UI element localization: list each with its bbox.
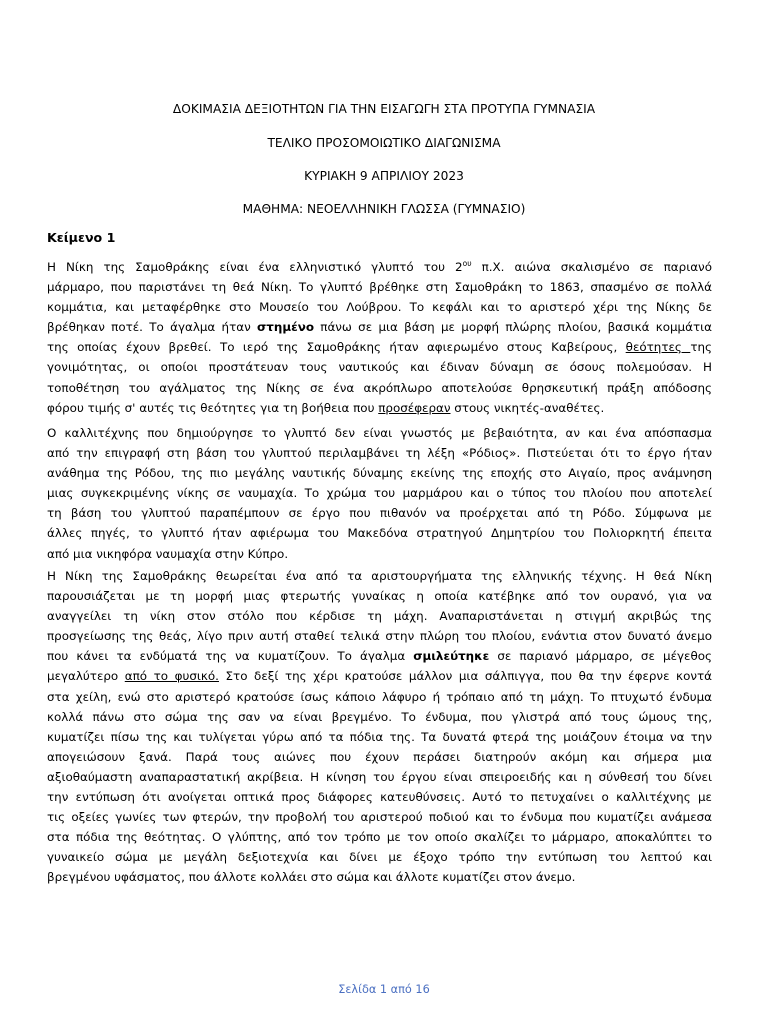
- paragraph-1: [47, 257, 712, 418]
- paragraph-line: απογειώσουν ξανά. Παρά τους αιώνες που έχουν περάσει διατηρούν ακόμη και σήμερα μια: [47, 749, 712, 764]
- text-run: Η Νίκη της Σαμοθράκης είναι ένα ελληνιστικό γλυπτό του 2: [47, 260, 463, 274]
- paragraph-line: αξιοθαύμαστη αναπαραστατική ακρίβεια. Η κίνηση του έργου είναι σπειροειδής και η σύνθεσή του δίνει: [47, 769, 712, 784]
- header-exam-title: ΔΟΚΙΜΑΣΙΑ ΔΕΞΙΟΤΗΤΩΝ ΓΙΑ ΤΗΝ ΕΙΣΑΓΩΓΗ ΣΤΑ ΠΡΟΤΥΠΑ ΓΥΜΝΑΣΙΑ: [172, 102, 596, 116]
- header-subject: ΜΑΘΗΜΑ: ΝΕΟΕΛΛΗΝΙΚΗ ΓΛΩΣΣΑ (ΓΥΜΝΑΣΙΟ): [242, 202, 526, 216]
- paragraph-line: παρουσιάζεται με τη μορφή μιας φτερωτής γυναίκας η οποία κατέβηκε από τον ουρανό, για να: [47, 589, 712, 604]
- text-run: πάνω σε μια βάση με μορφή πλώρης πλοίου, βασικά κομμάτια: [313, 320, 712, 335]
- paragraph-line: μιας συγκεκριμένης νίκης σε ναυμαχία. Το χρώμα του μαρμάρου και ο τύπος του πλοίου που αποτελεί: [47, 486, 712, 501]
- paragraph-line: Ο καλλιτέχνης που δημιούργησε το γλυπτό δεν είναι γνωστός με βεβαιότητα, αν και ένα απόσπασμα: [47, 426, 712, 440]
- page-number-footer: Σελίδα 1 από 16: [338, 983, 430, 996]
- paragraph-line: κυματίζει πίσω της και τυλίγεται γύρω από τα πόδια της. Τα δυνατά φτερά της μοιάζουν έτοιμα να την: [47, 729, 712, 744]
- paragraph-line: [47, 666, 712, 686]
- text-run: που κάνει τα ενδύματά της να κυματίζουν. Το άγαλμα: [47, 649, 414, 664]
- underlined-word: θεότητες: [625, 340, 691, 355]
- paragraph-line: βρεγμένου υφάσματος, που άλλοτε κολλάει στο σώμα και άλλοτε κυματίζει στον άνεμο.: [47, 870, 576, 885]
- paragraph-line: στα πόδια της θεότητας. Ο γλύπτης, από τον τρόπο με τον οποίο σκαλίζει το μάρμαρο, αποκαλύπτει το: [47, 830, 712, 845]
- paragraph-line: Η Νίκη της Σαμοθράκης θεωρείται ένα από τα αριστουργήματα της ελληνικής τέχνης. Η θεά Νίκη: [47, 569, 712, 583]
- paragraph-line: [47, 317, 712, 337]
- text-run: π.Χ. αιώνα σκαλισμένο σε παριανό: [471, 260, 712, 274]
- text-run: φόρου τιμής σ' αυτές τις θεότητες για τη βοήθεια που: [47, 400, 379, 415]
- bold-word: στημένο: [257, 320, 314, 335]
- text-run: σε παριανό μάρμαρο, σε μέγεθος: [489, 649, 712, 664]
- bold-word: σμιλεύτηκε: [413, 649, 490, 664]
- paragraph-2: [47, 423, 712, 564]
- text-run: της οποίας έχουν βρεθεί. Το ιερό της Σαμοθράκης ήταν αφιερωμένο στους Καβείρους,: [47, 340, 626, 355]
- paragraph-line: κομμάτια, και μεταφέρθηκε στο Μουσείο του Λούβρου. Το κεφάλι και το αριστερό χέρι της Νίκης δε: [47, 300, 712, 315]
- text-run: της: [690, 340, 712, 355]
- paragraph-line: [47, 257, 712, 277]
- paragraph-line: αναγγείλει τη νίκη στον στόλο που κέρδισε τη μάχη. Αναπαριστάνεται η στιγμή ακριβώς της: [47, 609, 712, 624]
- paragraph-line: [47, 646, 712, 666]
- text-run: μεγαλύτερο: [47, 669, 125, 684]
- header-exam-subtitle: ΤΕΛΙΚΟ ΠΡΟΣΟΜΟΙΩΤΙΚΟ ΔΙΑΓΩΝΙΣΜΑ: [267, 136, 501, 150]
- header-exam-date: ΚΥΡΙΑΚΗ 9 ΑΠΡΙΛΙΟΥ 2023: [304, 169, 464, 183]
- paragraph-line: κολλά πάνω στο σώμα της σαν να είναι βρεγμένο. Το ένδυμα, που γλιστρά από τους ώμους της,: [47, 709, 712, 724]
- text-run: στους νικητές-αναθέτες.: [450, 400, 605, 415]
- underlined-phrase: από το φυσικό.: [124, 669, 219, 684]
- text-run: βρέθηκαν ποτέ. Το άγαλμα ήταν: [47, 320, 258, 335]
- paragraph-line: ανάθημα της Ρόδου, της πιο μεγάλης ναυτικής δύναμης εκείνης της εποχής στο Αιγαίο, προς ανάμνηση: [47, 466, 712, 481]
- paragraph-line: τοποθέτηση του αγάλματος της Νίκης σε ένα ακρόπλωρο αποτελούσε θρησκευτική πράξη απόδοσης: [47, 380, 712, 395]
- paragraph-line: την εντύπωση ότι ανοίγεται οπτικά προς διάφορες κατευθύνσεις. Αυτό το πετυχαίνει ο καλλιτέχνης με: [47, 790, 712, 805]
- paragraph-line: [47, 398, 712, 418]
- text-run: Στο δεξί της χέρι κρατούσε μάλλον μια σάλπιγγα, που θα την έφερνε κοντά: [218, 669, 712, 684]
- paragraph-line: γονιμότητας, οι οποίοι προστάτευαν τους ναυτικούς και έδιναν δύναμη σε όσους πολεμούσαν. Η: [47, 360, 712, 375]
- paragraph-line: προσγείωσης της θεάς, λίγο πριν αυτή σταθεί τελικά στην πλώρη του πλοίου, ενάντια στον δυνατό άνεμο: [47, 629, 712, 644]
- paragraph-line: γυναικείο σώμα με μεγάλη δεξιοτεχνία και δίνει με έξοχο τρόπο την εντύπωση του λεπτού και: [47, 850, 712, 865]
- section-title: Κείμενο 1: [47, 230, 116, 245]
- paragraph-line: στα χείλη, ενώ στο αριστερό κρατούσε ίσως κάποιο λάφυρο ή τρόπαιο από τη μάχη. Το πτυχωτό ένδυμα: [47, 689, 712, 704]
- superscript: ου: [462, 259, 472, 269]
- paragraph-line: τη βάση του γλυπτού παραπέμπουν σε έργο που πιθανόν να προέρχεται από τη Ρόδο. Σύμφωνα με: [47, 506, 712, 521]
- paragraph-3: [47, 566, 712, 888]
- paragraph-line: από μια νικηφόρα ναυμαχία στην Κύπρο.: [47, 546, 289, 561]
- paragraph-line: μάρμαρο, που παριστάνει τη θεά Νίκη. Το γλυπτό βρέθηκε στη Σαμοθράκη το 1863, σπασμένο σε πολλά: [47, 280, 712, 295]
- paragraph-line: [47, 337, 712, 357]
- paragraph-line: άλλες πηγές, το γλυπτό ήταν αφιέρωμα του Μακεδόνα στρατηγού Δημητρίου του Πολιορκητή έπειτα: [47, 526, 712, 541]
- underlined-word: προσέφεραν: [378, 400, 451, 415]
- paragraph-line: από την επιγραφή στη βάση του γλυπτού περιλαμβάνει τη λέξη «Ρόδιος». Πιστεύεται ότι το έργο ήταν: [47, 446, 712, 461]
- paragraph-line: τις οξείες γωνίες των φτερών, την προβολή του αριστερού ποδιού και το ένδυμα που κυματίζει ανάμεσα: [47, 810, 712, 825]
